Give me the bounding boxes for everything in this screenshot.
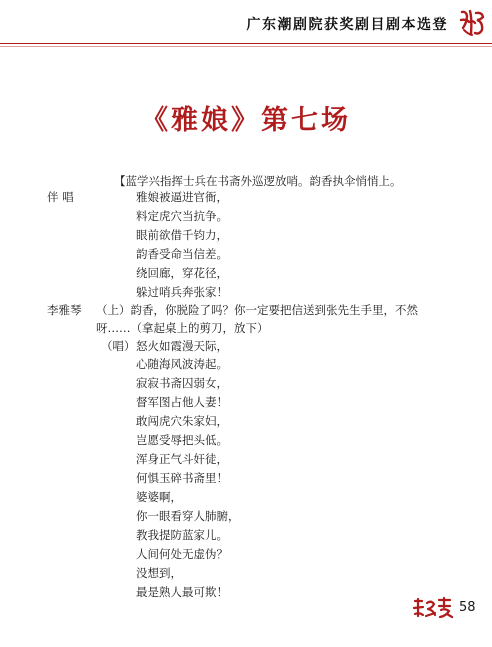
page-header: [0, 0, 492, 48]
sing-marker: （唱）: [101, 339, 136, 353]
page-number: 58: [459, 600, 476, 615]
lyric-line: 绕回廊，穿花径，: [136, 266, 228, 280]
speech-line: （上）韵香，你脱险了吗？你一定要把信送到张先生手里，不然: [96, 303, 418, 317]
lyric-line: 婆婆啊，: [136, 490, 182, 504]
scene-title: 《雅娘》第七场: [141, 105, 351, 136]
lyric-line: 韵香受命当信差。: [136, 247, 228, 261]
lyric-line: 何惧玉碎书斋里！: [136, 471, 228, 485]
stage-direction: 【蓝学兴指挥士兵在书斋外巡逻放哨。韵香执伞悄悄上。: [114, 174, 402, 188]
lyric-line: 没想到，: [136, 566, 182, 580]
lyric-line: 寂寂书斋囚弱女，: [136, 376, 228, 390]
lyric-line: 料定虎穴当抗争。: [136, 209, 228, 223]
lyric-line: 敢闯虎穴朱家妇，: [136, 414, 228, 428]
header-divider: [0, 43, 492, 44]
header-divider-thin: [0, 46, 492, 47]
lyric-line: 人间何处无虚伪？: [136, 547, 228, 561]
lyric-line: 教我提防蓝家儿。: [136, 528, 228, 542]
role-chorus: 伴 唱: [47, 190, 74, 204]
header-title: 广东潮剧院获奖剧目剧本选登: [246, 17, 448, 33]
lyric-line: 躲过哨兵奔张家！: [136, 285, 228, 299]
brand-mark-icon: [412, 597, 454, 619]
role-li-yaqin: 李雅琴: [47, 303, 82, 317]
lyric-line: 浑身正气斗奸徒，: [136, 452, 228, 466]
lyric-line: 眼前欲借千钧力，: [136, 228, 228, 242]
lyric-line: 雅娘被逼进官衙，: [136, 190, 228, 204]
lyric-line: 督军图占他人妻！: [136, 395, 228, 409]
lyric-line: 最是熟人最可欺！: [136, 585, 228, 599]
lyric-line: 你一眼看穿人肺腑，: [136, 509, 240, 523]
seal-icon: [458, 8, 486, 38]
lyric-line: 岂愿受辱把头低。: [136, 433, 228, 447]
lyric-line: 心随海风波涛起。: [136, 357, 228, 371]
speech-line: 呀……（拿起桌上的剪刀，放下）: [96, 321, 269, 335]
lyric-line: 怒火如霞漫天际，: [136, 339, 228, 353]
